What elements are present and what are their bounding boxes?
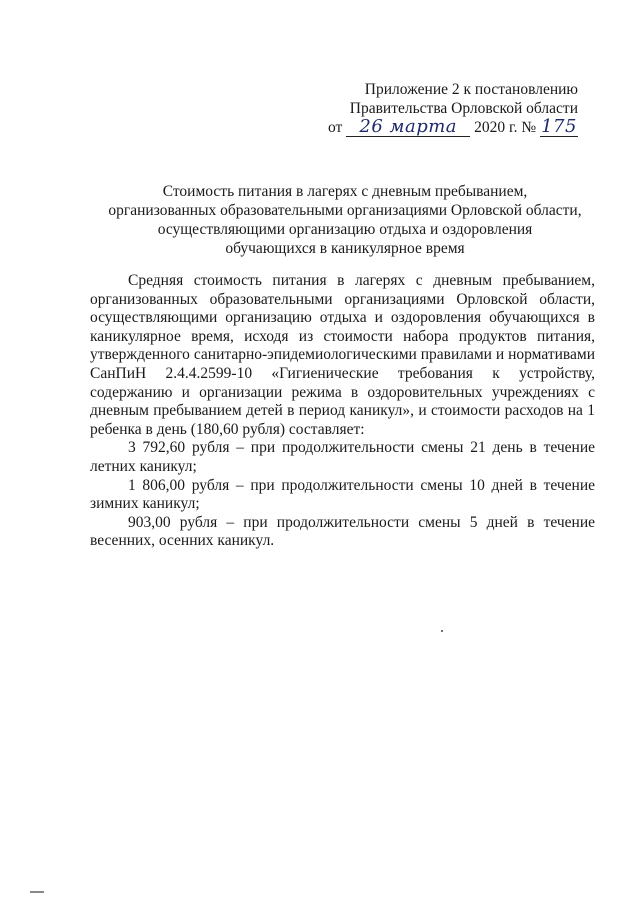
- document-title: [90, 182, 600, 258]
- cost-item-spring-autumn: 903,00 рубля – при продолжительности смены 5 дней в течение весенних, осенних каникул.: [90, 513, 595, 550]
- main-paragraph: Средняя стоимость питания в лагерях с дневным пребыванием, организованных образовательными организациями Орловской области, осуществляющими организацию отдыха и оздоровления обучающихся в каникулярное время, исходя из стоимости набора продуктов питания, утвержденного санитарно-эпидемиологическими правилами и нормативами СанПиН 2.4.4.2599-10 «Гигиенические требования к устройству, содержанию и организации режима в оздоровительных учреждениях с дневным пребыванием детей в период каникул», и стоимости расходов на 1 ребенка в день (180,60 рубля) составляет:: [90, 272, 595, 438]
- appendix-line-1: Приложение 2 к постановлению: [364, 81, 578, 98]
- scan-speck: [441, 630, 443, 632]
- cost-item-winter: 1 806,00 рубля – при продолжительности смены 10 дней в течение зимних каникул;: [90, 476, 595, 513]
- document-body: [90, 272, 595, 551]
- handwritten-number: 175: [541, 116, 577, 137]
- date-prefix: от: [328, 119, 343, 136]
- date-field: [346, 118, 470, 137]
- date-year: 2020 г. №: [474, 119, 537, 136]
- cost-item-summer: 3 792,60 рубля – при продолжительности смены 21 день в течение летних каникул;: [90, 439, 595, 475]
- title-line-2: организованных образовательными организациями Орловской области,: [108, 202, 582, 219]
- handwritten-date: 26 марта: [359, 116, 458, 137]
- appendix-date-line: [278, 118, 578, 137]
- title-line-4: обучающихся в каникулярное время: [225, 240, 465, 257]
- title-line-3: осуществляющими организацию отдыха и оздоровления: [157, 221, 533, 238]
- scan-edge-mark: [30, 891, 44, 893]
- number-field: [540, 118, 578, 137]
- appendix-line-2: Правительства Орловской области: [349, 100, 578, 117]
- appendix-header: [278, 80, 578, 137]
- title-line-1: Стоимость питания в лагерях с дневным пребыванием,: [162, 183, 528, 200]
